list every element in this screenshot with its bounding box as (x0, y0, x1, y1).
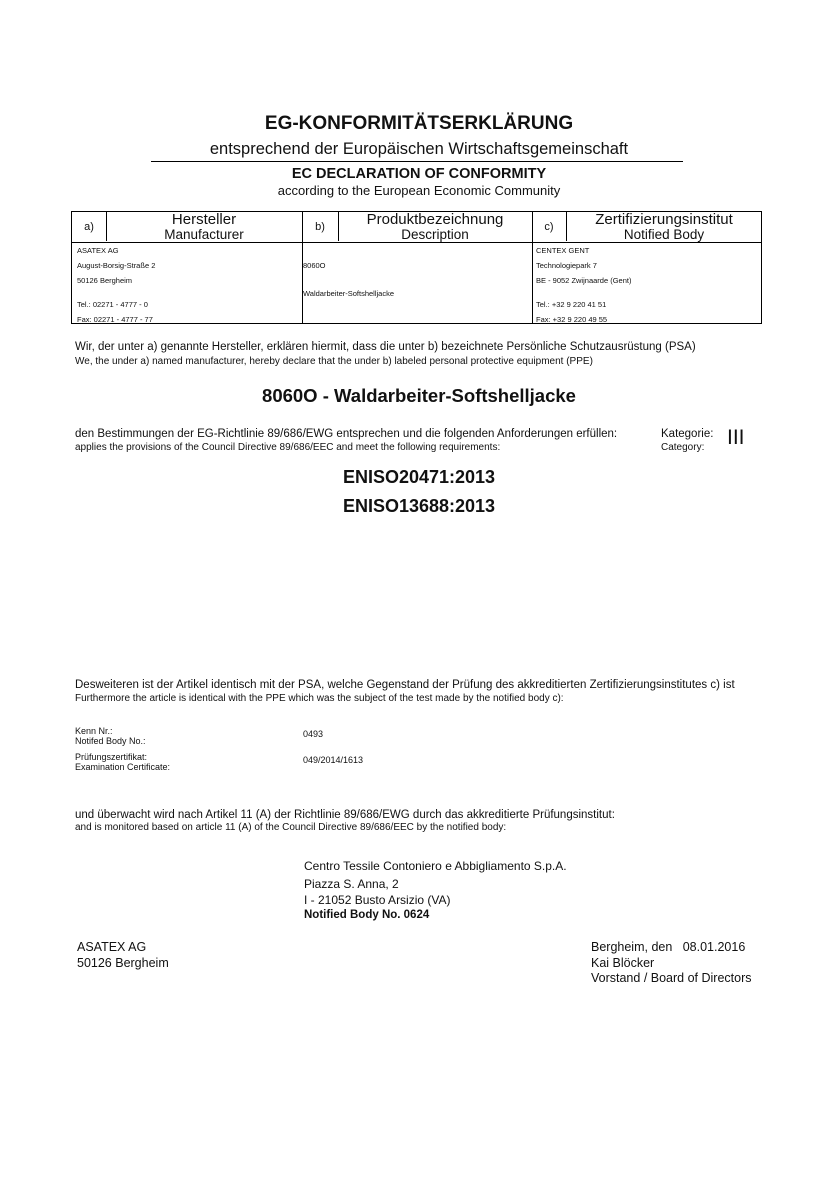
col-b-letter: b) (315, 221, 325, 233)
col-a-label-en: Manufacturer (164, 227, 244, 242)
monitoring-en: and is monitored based on article 11 (A) of the Council Directive 89/686/EEC by the notified body: (75, 822, 507, 833)
standard-1: ENISO20471:2013 (342, 467, 496, 487)
notified-body-tel: Tel.: +32 9 220 41 51 (536, 300, 607, 309)
cert-value: 049/2014/1613 (303, 755, 364, 765)
col-b-label-de: Produktbezeichnung (366, 211, 504, 228)
requirements-en: applies the provisions of the Council Directive 89/686/EEC and meet the following requirements: (75, 442, 501, 453)
identity-en: Furthermore the article is identical with the PPE which was the subject of the test made by the notified body c): (75, 693, 564, 704)
col-a-label-de: Hersteller (171, 211, 237, 228)
cert-label-en: Examination Certificate: (75, 762, 171, 772)
product-code: 8060O (303, 261, 326, 270)
footer-city: 50126 Bergheim (77, 956, 169, 970)
product-heading: 8060O - Waldarbeiter-Softshelljacke (262, 385, 576, 406)
table-header-divider (72, 242, 761, 243)
col-c-label-de: Zertifizierungsinstitut (595, 211, 733, 228)
col-b-label-en: Description (401, 227, 469, 242)
info-table (71, 211, 762, 324)
document-subtitle-de: entsprechend der Europäischen Wirtschaftsgemeinschaft (209, 140, 629, 158)
col-c-letter: c) (544, 221, 554, 233)
footer-signer: Kai Blöcker (591, 956, 655, 970)
monitor-body-number: Notified Body No. 0624 (304, 909, 430, 921)
category-value: III (727, 426, 745, 449)
col-c-label-en: Notified Body (623, 227, 705, 242)
notified-body-street: Technologiepark 7 (536, 261, 597, 270)
product-name: Waldarbeiter-Softshelljacke (303, 289, 395, 298)
notified-body-city: BE - 9052 Zwijnaarde (Gent) (536, 276, 632, 285)
col-b-header (338, 212, 532, 242)
manufacturer-street: August-Borsig-Straße 2 (77, 261, 156, 270)
manufacturer-name: ASATEX AG (77, 246, 119, 255)
col-a-letter: a) (84, 221, 94, 233)
manufacturer-fax: Fax: 02271 - 4777 - 77 (77, 315, 153, 324)
notified-body-fax: Fax: +32 9 220 49 55 (536, 315, 608, 324)
declaration-de: Wir, der unter a) genannte Hersteller, erklären hiermit, dass die unter b) bezeichnete Persönliche Schutzausrüstung (PSA) (75, 341, 696, 353)
footer-place-date: Bergheim, den 08.01.2016 (591, 940, 746, 954)
monitor-body-name: Centro Tessile Contoniero e Abbigliamento S.p.A. (304, 859, 567, 873)
category-label-en: Category: (661, 442, 705, 453)
manufacturer-city: 50126 Bergheim (77, 276, 133, 285)
cert-label-de: Prüfungszertifikat: (75, 752, 148, 762)
footer-company: ASATEX AG (77, 940, 147, 954)
manufacturer-tel: Tel.: 02271 - 4777 - 0 (77, 300, 148, 309)
monitoring-de: und überwacht wird nach Artikel 11 (A) der Richtlinie 89/686/EWG durch das akkreditierte Prüfungsinstitut: (75, 809, 615, 821)
notified-body-name: CENTEX GENT (536, 246, 590, 255)
col-a-header (106, 212, 302, 242)
monitor-body-street: Piazza S. Anna, 2 (304, 877, 399, 891)
identity-de: Desweiteren ist der Artikel identisch mit der PSA, welche Gegenstand der Prüfung des akkreditierten Zertifizierungsinstitutes c) ist (75, 679, 735, 691)
footer-role: Vorstand / Board of Directors (591, 971, 752, 985)
standard-2: ENISO13688:2013 (342, 496, 496, 516)
document-title-en: EC DECLARATION OF CONFORMITY (291, 166, 547, 182)
kenn-label-de: Kenn Nr.: (75, 726, 113, 736)
title-divider (151, 161, 683, 162)
kenn-label-en: Notifed Body No.: (75, 736, 146, 746)
declaration-en: We, the under a) named manufacturer, hereby declare that the under b) labeled personal protective equipment (PPE) (75, 356, 593, 367)
document-title-de: EG-KONFORMITÄTSERKLÄRUNG (264, 113, 574, 134)
requirements-de: den Bestimmungen der EG-Richtlinie 89/686/EWG entsprechen und die folgenden Anforderungen erfüllen: (75, 428, 618, 440)
document-subtitle-en: according to the European Economic Community (277, 183, 561, 198)
monitor-body-city: I - 21052 Busto Arsizio (VA) (304, 893, 451, 907)
category-label-de: Kategorie: (661, 428, 714, 440)
col-c-header (566, 212, 762, 242)
kenn-value: 0493 (303, 729, 324, 739)
